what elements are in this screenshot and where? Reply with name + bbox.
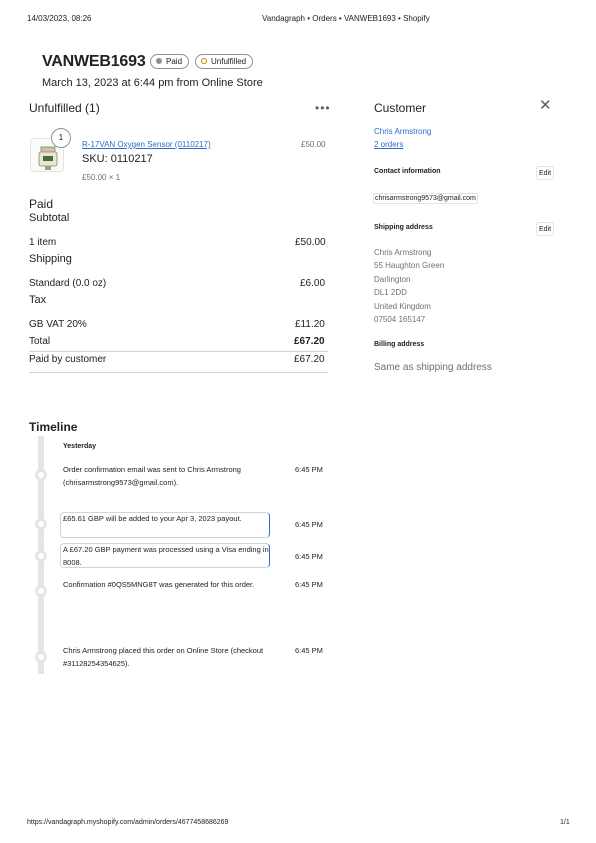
- product-link[interactable]: R-17VAN Oxygen Sensor (0110217): [82, 140, 211, 149]
- timeline-event-time: 6:45 PM: [295, 580, 323, 589]
- paid-by-value: £67.20: [294, 354, 325, 365]
- tax-label: Tax: [29, 294, 47, 306]
- subtotal-label: Subtotal: [29, 212, 70, 224]
- shipping-value: £6.00: [300, 278, 326, 289]
- total-label: Total: [29, 336, 51, 347]
- item-unit-price-qty: £50.00 × 1: [82, 173, 121, 182]
- customer-title: Customer: [374, 101, 427, 115]
- total-value: £67.20: [294, 336, 325, 347]
- item-quantity-badge: 1: [51, 128, 71, 148]
- contact-edit-button[interactable]: Edit: [536, 166, 554, 180]
- unfulfilled-status-dot-icon: [201, 58, 207, 64]
- timeline-dot-icon: [35, 585, 47, 597]
- shipping-edit-button[interactable]: Edit: [536, 222, 554, 236]
- shipping-address: [374, 246, 444, 326]
- timeline-dot-icon: [35, 651, 47, 663]
- customer-name-link[interactable]: Chris Armstrong: [374, 127, 432, 136]
- timeline-event-text: Confirmation #0QS5MNG8T was generated for this order.: [63, 580, 255, 589]
- print-url: https://vandagraph.myshopify.com/admin/orders/4677458686269: [27, 819, 229, 826]
- billing-address-value: Same as shipping address: [374, 362, 492, 373]
- total-divider: [29, 351, 328, 352]
- timeline-dot-icon: [35, 469, 47, 481]
- print-datetime: 14/03/2023, 08:26: [27, 14, 92, 23]
- timeline-dot-icon: [35, 550, 47, 562]
- item-total: £50.00: [301, 140, 326, 149]
- address-line: 55 Haughton Green: [374, 261, 445, 271]
- address-line: United Kingdom: [374, 301, 431, 311]
- payment-status: Paid: [29, 197, 54, 211]
- unfulfilled-title: Unfulfilled (1): [29, 101, 100, 115]
- shipping-label: Shipping: [29, 253, 72, 265]
- shipping-method: Standard (0.0 oz): [29, 278, 107, 289]
- order-date-line: March 13, 2023 at 6:44 pm from Online Store: [42, 77, 263, 89]
- timeline-event-time: 6:45 PM: [295, 646, 323, 655]
- paid-by-label: Paid by customer: [29, 354, 107, 365]
- timeline-event-text: A £67.20 GBP payment was processed using a Visa ending in 8008.: [63, 545, 269, 567]
- print-title: Vandagraph • Orders • VANWEB1693 • Shopify: [262, 14, 430, 23]
- timeline-event-text: £65.61 GBP will be added to your Apr 3, 2023 payout.: [63, 514, 242, 523]
- close-icon[interactable]: ✕: [539, 97, 552, 114]
- address-line: DL1 2DD: [374, 288, 407, 298]
- address-line: Darlington: [374, 274, 411, 284]
- timeline-event-text: Order confirmation email was sent to Chris Armstrong (chrisarmstrong9573@gmail.com).: [63, 465, 241, 487]
- timeline-event-time: 6:45 PM: [295, 465, 323, 474]
- customer-email[interactable]: chrisarmstrong9573@gmail.com: [375, 195, 476, 202]
- contact-info-title: Contact information: [374, 168, 441, 175]
- vat-label: GB VAT 20%: [29, 319, 87, 330]
- paid-badge: Paid: [150, 54, 189, 69]
- unfulfilled-badge: Unfulfilled: [195, 54, 253, 69]
- order-name: VANWEB1693: [42, 53, 146, 70]
- address-line: Chris Armstrong: [374, 248, 432, 257]
- paid-by-divider: [29, 372, 328, 373]
- timeline-day-label: Yesterday: [63, 443, 97, 450]
- paid-status-dot-icon: [156, 58, 162, 64]
- timeline-event-time: 6:45 PM: [295, 520, 323, 529]
- items-count: 1 item: [29, 237, 57, 248]
- shipping-address-title: Shipping address: [374, 224, 433, 231]
- print-page-number: 1/1: [560, 819, 570, 826]
- timeline-title: Timeline: [29, 420, 78, 434]
- timeline-event-time: 6:45 PM: [295, 552, 323, 561]
- vat-value: £11.20: [295, 319, 325, 330]
- items-value: £50.00: [295, 237, 326, 248]
- timeline-event-text: Chris Armstrong placed this order on Online Store (checkout #31128254354625).: [63, 646, 264, 668]
- address-line: 07504 165147: [374, 315, 426, 325]
- billing-address-title: Billing address: [374, 341, 425, 348]
- timeline-dot-icon: [35, 518, 47, 530]
- more-actions-icon[interactable]: •••: [315, 101, 331, 115]
- item-sku: SKU: 0110217: [82, 153, 153, 165]
- customer-orders-link[interactable]: 2 orders: [374, 140, 404, 149]
